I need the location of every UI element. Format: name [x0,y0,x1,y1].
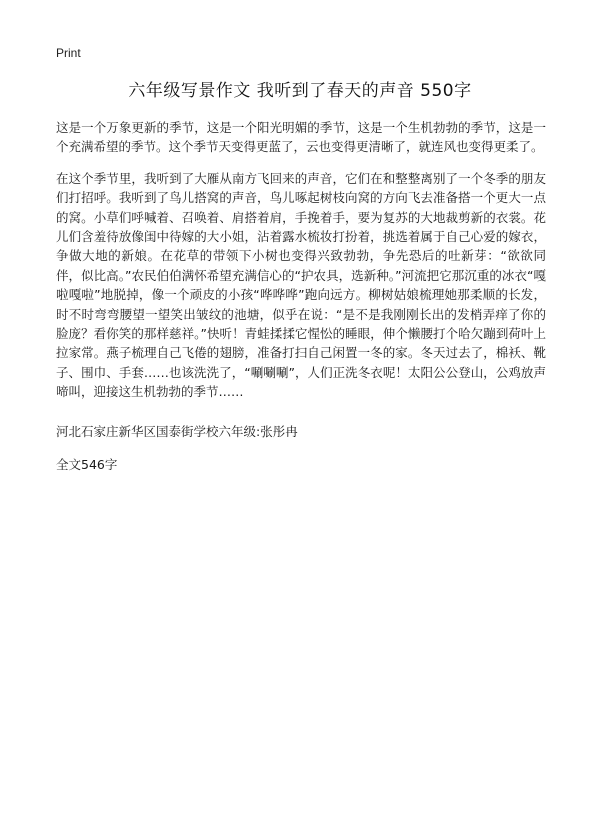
print-link[interactable]: Print [56,46,81,60]
article-body [56,118,546,475]
article-paragraph-1: 这是一个万象更新的季节，这是一个阳光明媚的季节，这是一个生机勃勃的季节，这是一个充满希望的季节。这个季节天变得更蓝了，云也变得更清晰了，就连风也变得更柔了。 [56,120,546,155]
word-count: 全文546字 [56,457,118,473]
article-title: 六年级写景作文 我听到了春天的声音 550字 [128,81,472,101]
article-paragraph-2: 在这个季节里，我听到了大雁从南方飞回来的声音，它们在和整整离别了一个冬季的朋友们打招呼。我听到了鸟儿搭窝的声音，鸟儿啄起树枝向窝的方向飞去准备搭一个更大一点的窝。小草们呼喊着、召唤着、肩搭着肩，手挽着手，要为复苏的大地裁剪新的衣裳。花儿们含羞待放像闺中待嫁的大小姐，沾着露水梳妆打扮着，挑选着属于自己心爱的嫁衣，争做大地的新娘。在花草的带领下小树也变得兴致勃勃，争先恐后的吐新芽：“欲欲同伴，似比高。”农民伯伯满怀希望充满信心的“护农具，选新种。”河流把它那沉重的冰衣“嘎啦嘎啦”地脱掉，像一个顽皮的小孩“哗哗哗”跑向远方。柳树姑娘梳理她那柔顺的长发，时不时弯弯腰望一望笑出皱纹的池塘，似乎在说：“是不是我刚刚长出的发梢弄痒了你的脸庞？看你笑的那样慈祥。”快听！青蛙揉揉它惺忪的睡眼，伸个懒腰打个哈欠蹦到荷叶上拉家常。燕子梳理自己飞倦的翅膀，准备打扫自己闲置一冬的家。冬天过去了，棉袄、靴子、围巾、手套……也该洗洗了，“唰唰唰”，人们正洗冬衣呢！太阳公公登山，公鸡放声啼叫，迎接这生机勃勃的季节…… [56,170,546,400]
author-line: 河北石家庄新华区国泰街学校六年级:张彤冉 [56,423,298,439]
